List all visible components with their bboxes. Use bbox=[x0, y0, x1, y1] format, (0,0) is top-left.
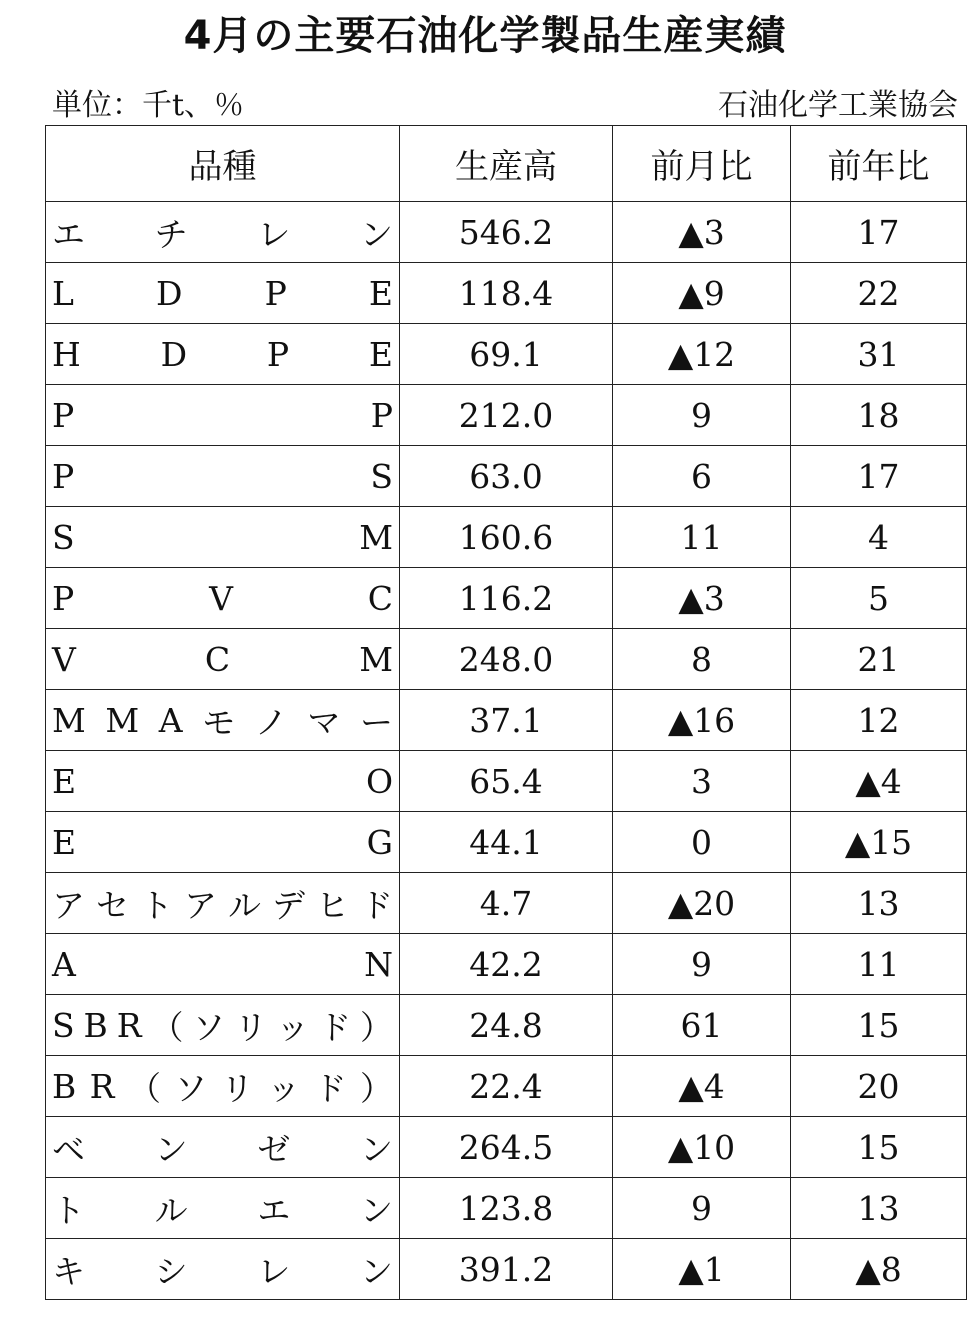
table-row bbox=[46, 995, 967, 1056]
product-name-cell bbox=[46, 934, 400, 995]
mom-cell: 3 bbox=[613, 751, 791, 812]
product-name-char: P bbox=[264, 273, 287, 313]
product-name bbox=[52, 1063, 393, 1110]
header-production: 生産高 bbox=[400, 126, 613, 202]
table-row bbox=[46, 202, 967, 263]
table-row bbox=[46, 934, 967, 995]
header-mom: 前月比 bbox=[613, 126, 791, 202]
product-name-char: A bbox=[158, 700, 183, 740]
yoy-cell: 20 bbox=[791, 1056, 967, 1117]
product-name-char: C bbox=[367, 578, 393, 618]
product-name-char: ゼ bbox=[257, 1129, 291, 1169]
product-name-char: エ bbox=[52, 214, 85, 254]
product-name-char: ソ bbox=[174, 1068, 208, 1108]
table-header-row bbox=[46, 126, 967, 202]
mom-cell: ▲3 bbox=[613, 202, 791, 263]
product-name-char: C bbox=[204, 639, 231, 679]
product-name-cell bbox=[46, 568, 400, 629]
product-name-char: ド bbox=[360, 885, 393, 925]
mom-cell: ▲16 bbox=[613, 690, 791, 751]
mom-cell: ▲1 bbox=[613, 1239, 791, 1300]
production-cell: 37.1 bbox=[400, 690, 613, 751]
production-cell: 123.8 bbox=[400, 1178, 613, 1239]
mom-cell: 9 bbox=[613, 385, 791, 446]
product-name-char: キ bbox=[52, 1251, 85, 1291]
production-cell: 264.5 bbox=[400, 1117, 613, 1178]
table-row bbox=[46, 690, 967, 751]
product-name-char: V bbox=[209, 578, 233, 618]
product-name-char: M bbox=[359, 639, 393, 679]
table-row bbox=[46, 629, 967, 690]
product-name-char: ン bbox=[154, 1129, 188, 1169]
product-name bbox=[52, 1246, 393, 1293]
product-name-char: E bbox=[52, 761, 77, 801]
yoy-cell: 17 bbox=[791, 202, 967, 263]
product-name-char: P bbox=[52, 456, 75, 496]
product-name-char: P bbox=[52, 578, 75, 618]
product-name-char: エ bbox=[257, 1190, 291, 1230]
product-name-cell bbox=[46, 995, 400, 1056]
product-name-cell bbox=[46, 507, 400, 568]
product-name-cell bbox=[46, 385, 400, 446]
table-row bbox=[46, 507, 967, 568]
product-name-cell bbox=[46, 263, 400, 324]
table-row bbox=[46, 1056, 967, 1117]
product-name bbox=[52, 823, 393, 862]
product-name-cell bbox=[46, 202, 400, 263]
product-name-char: セ bbox=[96, 885, 129, 925]
product-name-char: A bbox=[52, 944, 76, 984]
product-name-char: ド bbox=[313, 1068, 347, 1108]
product-name-char: ） bbox=[359, 1007, 393, 1047]
yoy-cell: 4 bbox=[791, 507, 967, 568]
production-cell: 69.1 bbox=[400, 324, 613, 385]
product-name-cell bbox=[46, 324, 400, 385]
product-name-char: G bbox=[366, 822, 393, 862]
product-name-char: ト bbox=[140, 885, 173, 925]
product-name-char: ン bbox=[359, 214, 393, 254]
mom-cell: 11 bbox=[613, 507, 791, 568]
yoy-cell: ▲4 bbox=[791, 751, 967, 812]
mom-cell: ▲12 bbox=[613, 324, 791, 385]
product-name-char: （ bbox=[150, 1007, 184, 1047]
product-name-char: ベ bbox=[52, 1129, 85, 1169]
source-label: 石油化学工業協会 bbox=[718, 88, 958, 123]
production-cell: 160.6 bbox=[400, 507, 613, 568]
table-row bbox=[46, 446, 967, 507]
product-name bbox=[52, 697, 393, 744]
yoy-cell: ▲8 bbox=[791, 1239, 967, 1300]
product-name-cell bbox=[46, 1239, 400, 1300]
product-name-cell bbox=[46, 446, 400, 507]
table-row bbox=[46, 873, 967, 934]
product-name-char: ー bbox=[360, 702, 393, 742]
mom-cell: 9 bbox=[613, 1178, 791, 1239]
production-cell: 63.0 bbox=[400, 446, 613, 507]
yoy-cell: 11 bbox=[791, 934, 967, 995]
production-cell: 116.2 bbox=[400, 568, 613, 629]
production-cell: 118.4 bbox=[400, 263, 613, 324]
yoy-cell: 13 bbox=[791, 1178, 967, 1239]
yoy-cell: 12 bbox=[791, 690, 967, 751]
product-name bbox=[52, 1185, 393, 1232]
unit-label: 単位：千t、％ bbox=[52, 88, 245, 123]
product-name-char: ド bbox=[318, 1007, 352, 1047]
production-cell: 22.4 bbox=[400, 1056, 613, 1117]
product-name bbox=[52, 1002, 393, 1049]
product-name-char: ン bbox=[359, 1129, 393, 1169]
production-cell: 248.0 bbox=[400, 629, 613, 690]
yoy-cell: 31 bbox=[791, 324, 967, 385]
yoy-cell: 15 bbox=[791, 1117, 967, 1178]
yoy-cell: 18 bbox=[791, 385, 967, 446]
product-name-cell bbox=[46, 1117, 400, 1178]
product-name-char: N bbox=[364, 944, 393, 984]
production-cell: 24.8 bbox=[400, 995, 613, 1056]
yoy-cell: 22 bbox=[791, 263, 967, 324]
product-name-char: E bbox=[52, 822, 77, 862]
product-name-char: リ bbox=[234, 1007, 268, 1047]
mom-cell: ▲10 bbox=[613, 1117, 791, 1178]
product-name bbox=[52, 880, 393, 927]
yoy-cell: 15 bbox=[791, 995, 967, 1056]
product-name bbox=[52, 518, 393, 557]
mom-cell: 9 bbox=[613, 934, 791, 995]
table-row bbox=[46, 324, 967, 385]
product-name-char: ヒ bbox=[316, 885, 349, 925]
product-name-char: P bbox=[266, 334, 290, 374]
production-cell: 44.1 bbox=[400, 812, 613, 873]
product-name-char: モ bbox=[202, 702, 236, 742]
product-name-char: R bbox=[116, 1005, 142, 1045]
table-row bbox=[46, 1178, 967, 1239]
product-name-char: レ bbox=[257, 1251, 291, 1291]
header-yoy: 前年比 bbox=[791, 126, 967, 202]
production-cell: 42.2 bbox=[400, 934, 613, 995]
product-name bbox=[52, 396, 393, 435]
table-row bbox=[46, 1117, 967, 1178]
product-name-char: M bbox=[52, 700, 86, 740]
product-name bbox=[52, 762, 393, 801]
table-row bbox=[46, 751, 967, 812]
product-name-char: M bbox=[105, 700, 140, 740]
product-name-char: シ bbox=[154, 1251, 188, 1291]
mom-cell: 0 bbox=[613, 812, 791, 873]
product-name-char: H bbox=[52, 334, 81, 374]
product-name-char: デ bbox=[272, 885, 305, 925]
production-cell: 391.2 bbox=[400, 1239, 613, 1300]
product-name-cell bbox=[46, 629, 400, 690]
product-name-cell bbox=[46, 812, 400, 873]
mom-cell: 61 bbox=[613, 995, 791, 1056]
product-name-char: ノ bbox=[254, 702, 288, 742]
table-row bbox=[46, 568, 967, 629]
product-name-char: M bbox=[359, 517, 393, 557]
product-name-char: ン bbox=[359, 1251, 393, 1291]
product-name-char: P bbox=[52, 395, 75, 435]
production-table bbox=[45, 125, 967, 1300]
product-name-char: ル bbox=[228, 885, 261, 925]
production-cell: 65.4 bbox=[400, 751, 613, 812]
mom-cell: ▲3 bbox=[613, 568, 791, 629]
production-cell: 212.0 bbox=[400, 385, 613, 446]
table-row bbox=[46, 385, 967, 446]
product-name-char: ） bbox=[359, 1068, 393, 1108]
product-name bbox=[52, 209, 393, 256]
product-name-char: レ bbox=[257, 214, 291, 254]
product-name-char: E bbox=[368, 273, 393, 313]
product-name-char: マ bbox=[307, 702, 341, 742]
yoy-cell: 13 bbox=[791, 873, 967, 934]
product-name-char: D bbox=[156, 273, 183, 313]
page-title: 4月の主要石油化学製品生産実績 bbox=[183, 13, 787, 59]
product-name-cell bbox=[46, 690, 400, 751]
product-name-char: O bbox=[365, 761, 393, 801]
production-cell: 546.2 bbox=[400, 202, 613, 263]
product-name-char: R bbox=[89, 1066, 115, 1106]
product-name-char: ッ bbox=[267, 1068, 301, 1108]
product-name bbox=[52, 457, 393, 496]
yoy-cell: 5 bbox=[791, 568, 967, 629]
product-name-cell bbox=[46, 1056, 400, 1117]
product-name-char: L bbox=[52, 273, 74, 313]
product-name bbox=[52, 274, 393, 313]
product-name-char: ン bbox=[359, 1190, 393, 1230]
product-name-char: チ bbox=[154, 214, 188, 254]
product-name-char: B bbox=[52, 1066, 77, 1106]
product-name-char: S bbox=[370, 456, 393, 496]
mom-cell: ▲20 bbox=[613, 873, 791, 934]
table-row bbox=[46, 263, 967, 324]
product-name-cell bbox=[46, 1178, 400, 1239]
mom-cell: ▲9 bbox=[613, 263, 791, 324]
product-name-char: ソ bbox=[192, 1007, 226, 1047]
product-name-char: D bbox=[160, 334, 188, 374]
product-name-char: B bbox=[83, 1005, 108, 1045]
product-name-cell bbox=[46, 873, 400, 934]
mom-cell: 6 bbox=[613, 446, 791, 507]
product-name-char: P bbox=[370, 395, 393, 435]
product-name-char: V bbox=[52, 639, 76, 679]
product-name-char: ア bbox=[184, 885, 217, 925]
product-name-char: リ bbox=[220, 1068, 254, 1108]
mom-cell: ▲4 bbox=[613, 1056, 791, 1117]
product-name bbox=[52, 579, 393, 618]
mom-cell: 8 bbox=[613, 629, 791, 690]
table-row bbox=[46, 1239, 967, 1300]
yoy-cell: ▲15 bbox=[791, 812, 967, 873]
product-name bbox=[52, 1124, 393, 1171]
header-product: 品種 bbox=[46, 126, 400, 202]
product-name-char: ア bbox=[52, 885, 85, 925]
product-name-char: S bbox=[52, 1005, 75, 1045]
product-name bbox=[52, 945, 393, 984]
product-name bbox=[52, 640, 393, 679]
product-name-char: （ bbox=[127, 1068, 161, 1108]
table-row bbox=[46, 812, 967, 873]
table-body bbox=[46, 202, 967, 1300]
product-name-cell bbox=[46, 751, 400, 812]
product-name-char: E bbox=[368, 334, 393, 374]
product-name-char: ル bbox=[154, 1190, 188, 1230]
production-cell: 4.7 bbox=[400, 873, 613, 934]
yoy-cell: 21 bbox=[791, 629, 967, 690]
product-name-char: ト bbox=[52, 1190, 85, 1230]
yoy-cell: 17 bbox=[791, 446, 967, 507]
product-name-char: S bbox=[52, 517, 75, 557]
product-name bbox=[52, 335, 393, 374]
product-name-char: ッ bbox=[276, 1007, 310, 1047]
